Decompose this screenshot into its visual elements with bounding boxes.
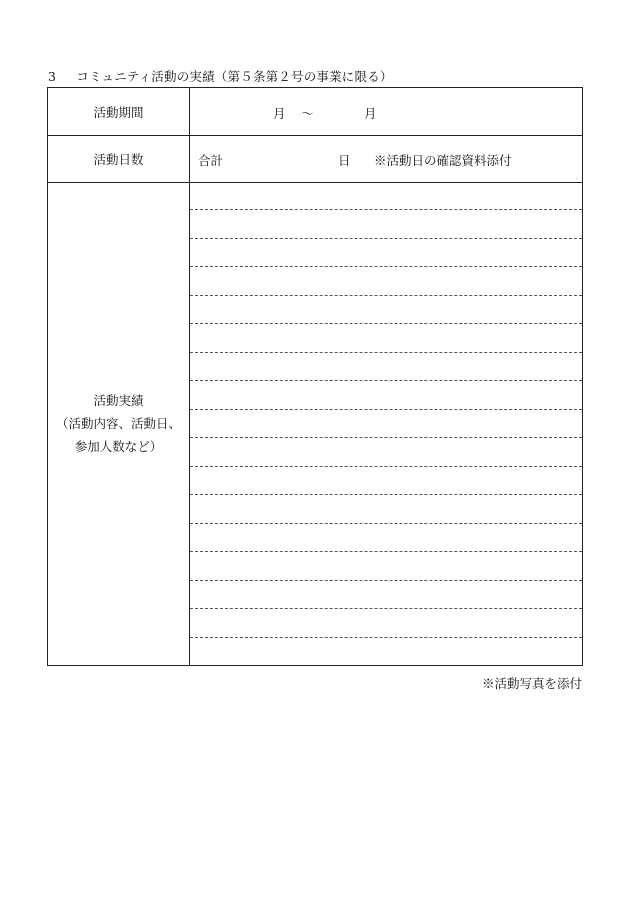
writing-line xyxy=(190,523,582,524)
writing-line xyxy=(190,295,582,296)
writing-line xyxy=(190,608,582,609)
writing-line xyxy=(190,266,582,267)
writing-line xyxy=(190,637,582,638)
section-number: 3 xyxy=(48,69,57,84)
activity-results-field[interactable] xyxy=(190,182,582,665)
confirmation-note: ※活動日の確認資料添付 xyxy=(374,153,512,168)
section-title: コミュニティ活動の実績（第５条第２号の事業に限る） xyxy=(76,69,393,84)
row-activity-results xyxy=(48,182,582,665)
writing-line xyxy=(190,409,582,410)
row-activity-period xyxy=(48,88,582,136)
activity-days-label: 活動日数 xyxy=(48,135,190,182)
day-unit: 日 xyxy=(338,153,351,168)
results-label-line2: （活動内容、活動日、 xyxy=(55,416,181,431)
writing-line xyxy=(190,352,582,353)
writing-line xyxy=(190,323,582,324)
activity-period-field[interactable] xyxy=(190,88,582,135)
results-label-line1: 活動実績 xyxy=(93,393,144,408)
row-activity-days xyxy=(48,135,582,183)
writing-line xyxy=(190,580,582,581)
results-label-line3: 参加人数など） xyxy=(74,439,163,454)
end-month-unit: 月 xyxy=(364,106,377,121)
total-label: 合計 xyxy=(198,153,224,168)
start-month-unit: 月 xyxy=(273,106,286,121)
writing-line xyxy=(190,209,582,210)
photo-attachment-note: ※活動写真を添付 xyxy=(481,676,582,691)
activity-days-field[interactable] xyxy=(190,135,582,182)
activity-period-label: 活動期間 xyxy=(48,88,190,135)
period-tilde: ～ xyxy=(301,106,314,121)
activity-results-label xyxy=(48,182,190,665)
writing-line xyxy=(190,466,582,467)
section-heading xyxy=(48,67,393,85)
activity-form-table xyxy=(47,87,583,666)
writing-line xyxy=(190,551,582,552)
writing-line xyxy=(190,238,582,239)
writing-line xyxy=(190,437,582,438)
writing-line xyxy=(190,380,582,381)
writing-line xyxy=(190,494,582,495)
